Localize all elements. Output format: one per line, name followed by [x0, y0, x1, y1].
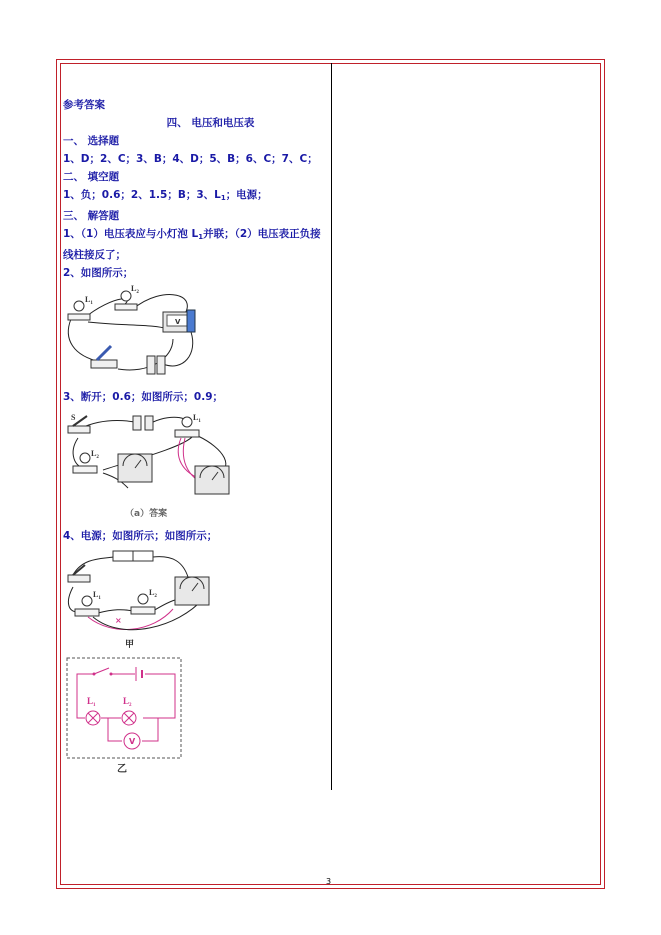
- fig1-l2-label: $L_2$: [131, 284, 139, 295]
- fig2-s-label: S: [71, 413, 76, 422]
- circuit-figure-3: [63, 547, 213, 652]
- fig1-l1-label: $L_1$: [85, 295, 93, 306]
- fig3-l1-label: $L_1$: [93, 590, 101, 601]
- fig2-caption: （a）答案: [125, 509, 168, 519]
- battery-icon: [133, 416, 153, 430]
- q4-answer: 4、电源；如图所示；如图所示；: [63, 530, 218, 542]
- part1-answers: 1、D；2、C；3、B；4、D；5、B；6、C；7、C；: [63, 153, 318, 165]
- voltmeter-icon: [195, 466, 229, 494]
- column-divider: [331, 63, 332, 790]
- fig4-l2-label: $L_2$: [123, 696, 132, 708]
- bulb-l2-icon: [131, 594, 155, 614]
- lamp-l2-icon: [122, 711, 136, 725]
- battery-icon: [113, 551, 153, 561]
- fig3-l2-label: $L_2$: [149, 588, 157, 599]
- part2-answers: 1、负；0.6；2、1.5；B；3、$L_1$；电源；: [63, 189, 268, 202]
- battery-icon: [136, 667, 142, 681]
- q1-answer: 1、（1）电压表应与小灯泡 $L_1$并联；（2）电压表正负接线柱接反了；: [63, 228, 321, 261]
- circuit-figure-1: [63, 284, 213, 384]
- q2-answer: 2、如图所示；: [63, 267, 134, 279]
- voltmeter-icon: [175, 577, 209, 605]
- part1-heading: 一、 选择题: [63, 135, 120, 147]
- ammeter-icon: [118, 454, 152, 482]
- circuit-figure-2: [63, 408, 233, 523]
- answer-heading: 参考答案: [63, 99, 105, 111]
- switch-icon: [93, 668, 113, 676]
- part2-heading: 二、 填空题: [63, 171, 120, 183]
- fig2-l1-label: $L_1$: [193, 413, 201, 424]
- switch-icon: [91, 346, 117, 368]
- page-number: 3: [326, 877, 332, 886]
- cross-mark: ×: [115, 616, 122, 625]
- lamp-l1-icon: [86, 711, 100, 725]
- fig1-meter-label: V: [175, 318, 181, 326]
- fig3-caption: 甲: [125, 640, 135, 650]
- fig2-l2-label: $L_2$: [91, 449, 99, 460]
- bulb-l1-icon: [75, 596, 99, 616]
- fig4-meter-label: V: [129, 737, 136, 746]
- battery-icon: [147, 356, 165, 374]
- q3-answer: 3、断开；0.6；如图所示；0.9；: [63, 391, 224, 403]
- fig4-caption: 乙: [117, 764, 127, 775]
- circuit-figure-4: [63, 656, 185, 776]
- section-title: 四、 电压和电压表: [166, 117, 255, 129]
- bulb-l2-icon: [115, 291, 137, 310]
- part3-heading: 三、 解答题: [63, 210, 120, 222]
- answer-column: [63, 96, 328, 780]
- fig4-l1-label: $L_1$: [87, 696, 96, 708]
